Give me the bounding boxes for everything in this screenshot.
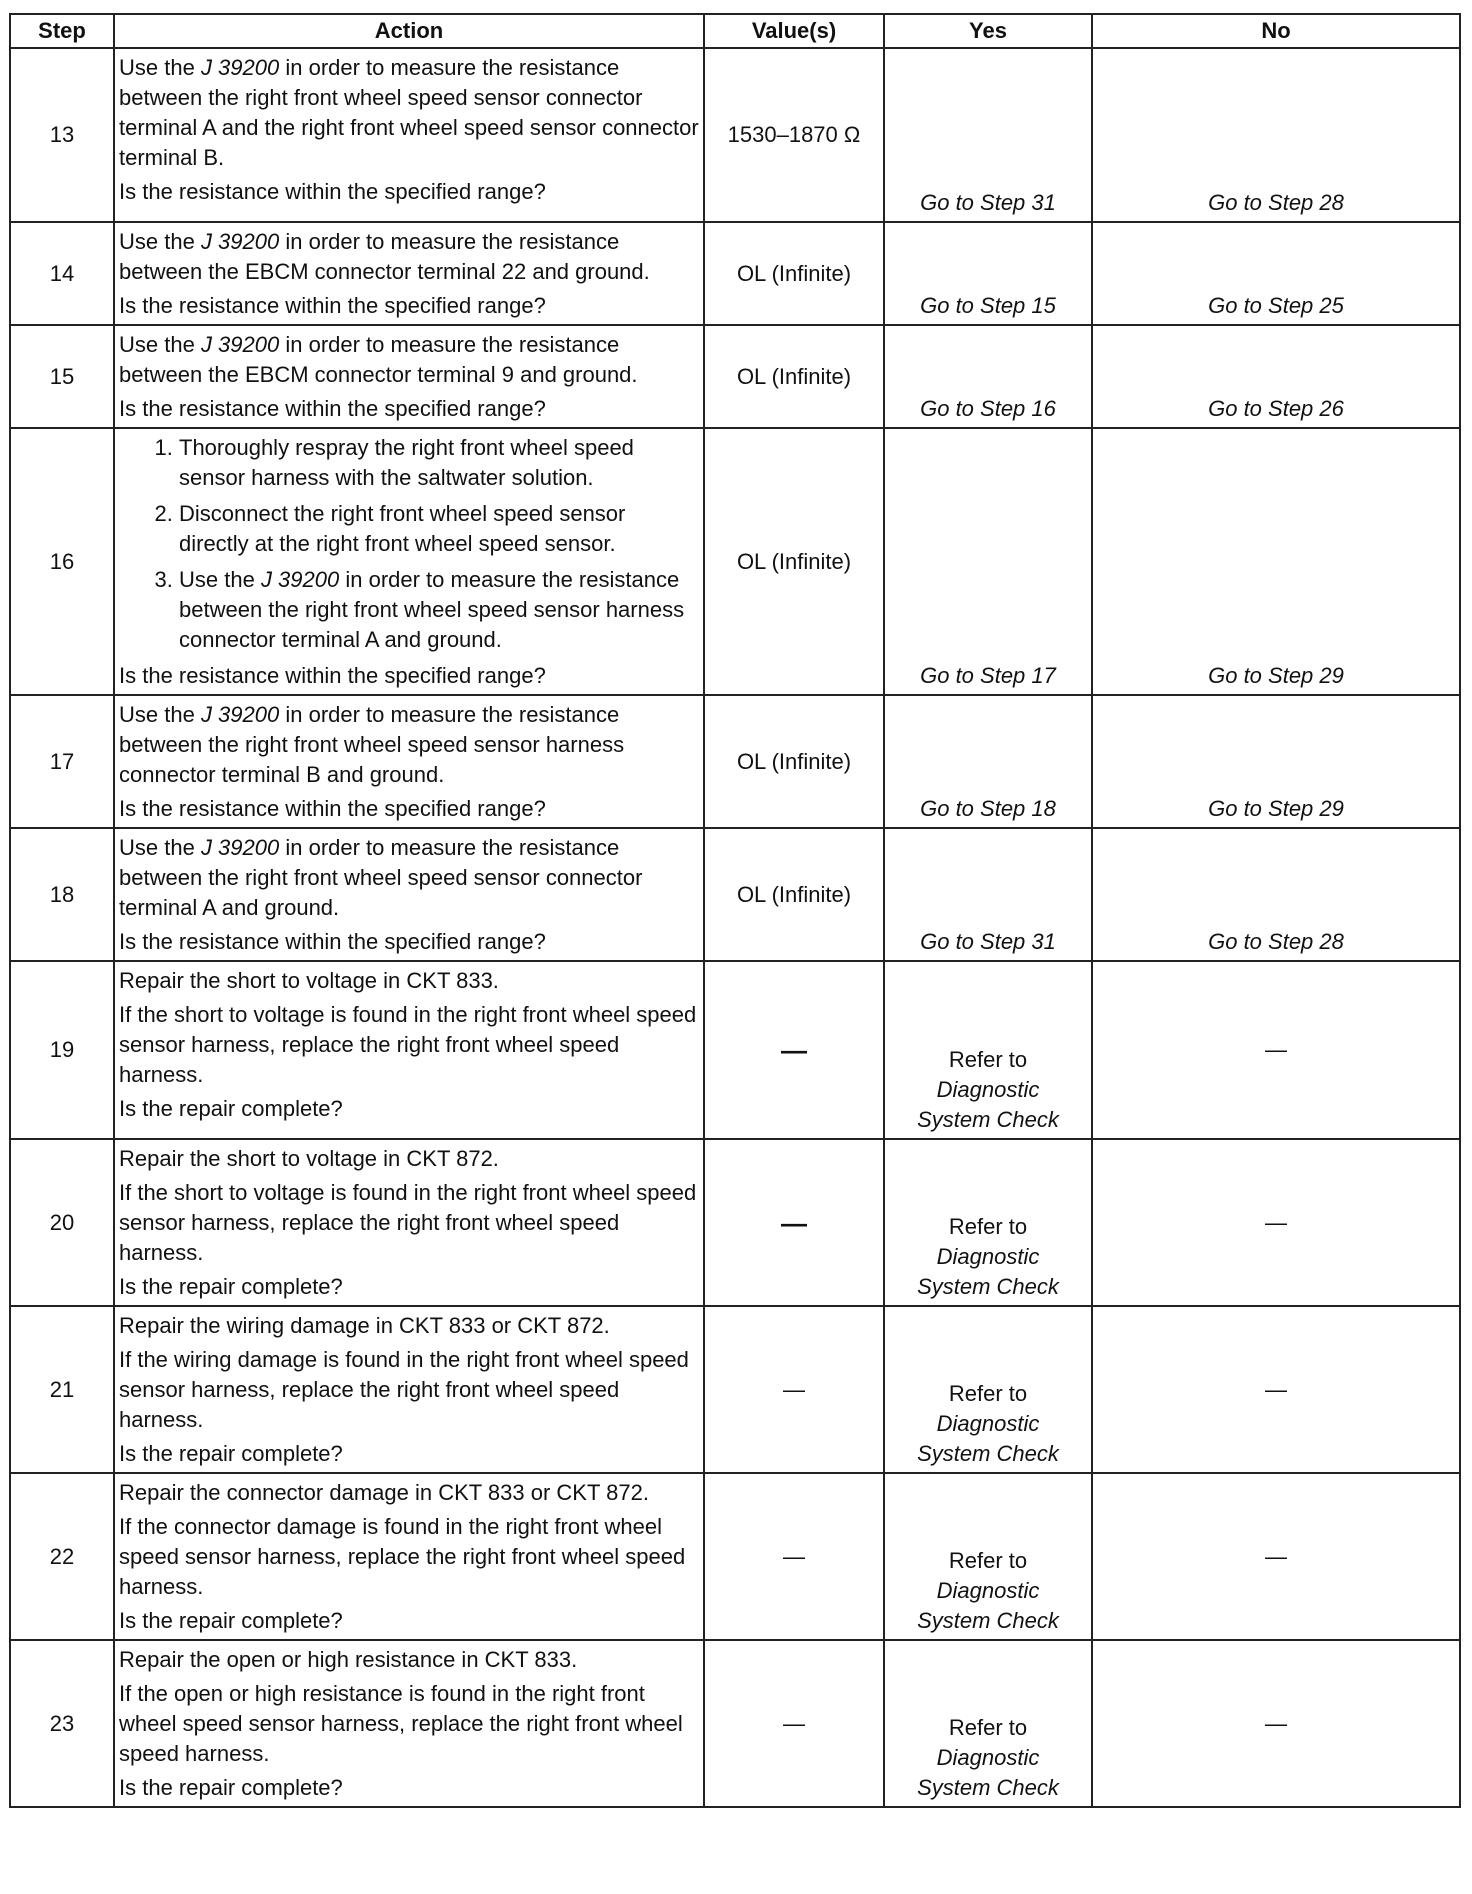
value-cell: 1530–1870 Ω: [704, 48, 884, 222]
value-cell: OL (Infinite): [704, 222, 884, 325]
tool-name: J 39200: [260, 567, 340, 592]
list-item: 1. Thoroughly respray the right front wheel speed sensor harness with the saltwater solution.: [179, 433, 699, 493]
value-cell: —: [704, 1640, 884, 1807]
yes-refer-text: Refer to: [948, 1047, 1028, 1072]
action-cell: [114, 1139, 704, 1306]
value-cell: OL (Infinite): [704, 325, 884, 428]
tool-name: J 39200: [200, 55, 280, 80]
action-text-part: in order to measure the resistance between the EBCM connector terminal 9 and ground.: [119, 332, 638, 387]
value-cell: OL (Infinite): [704, 428, 884, 695]
action-cell: [114, 1473, 704, 1640]
action-text: If the short to voltage is found in the right front wheel speed sensor harness, replace the right front wheel speed harness.: [119, 1180, 697, 1265]
header-no: No: [1092, 14, 1460, 48]
yes-refer-link: Diagnostic: [936, 1077, 1040, 1102]
action-text-part: Use the: [179, 567, 261, 592]
action-text: [119, 330, 699, 390]
action-question: Is the repair complete?: [119, 1096, 343, 1121]
action-text: Repair the connector damage in CKT 833 or CKT 872.: [119, 1480, 649, 1505]
tool-name: J 39200: [200, 835, 280, 860]
step-number: 17: [10, 695, 114, 828]
no-cell: Go to Step 28: [1092, 48, 1460, 222]
yes-refer-text: Refer to: [948, 1214, 1028, 1239]
action-text-part: in order to measure the resistance between the right front wheel speed sensor harness connector terminal B and ground.: [119, 702, 625, 787]
yes-cell: [884, 1306, 1092, 1473]
yes-cell: Go to Step 31: [884, 828, 1092, 961]
yes-cell: Go to Step 17: [884, 428, 1092, 695]
step-number: 13: [10, 48, 114, 222]
yes-refer-text: Refer to: [948, 1715, 1028, 1740]
action-text: [119, 833, 699, 923]
step-number: 20: [10, 1139, 114, 1306]
action-text: Repair the short to voltage in CKT 833.: [119, 968, 499, 993]
action-list: [119, 433, 699, 655]
action-cell: [114, 428, 704, 695]
action-cell: [114, 48, 704, 222]
no-cell: —: [1092, 1640, 1460, 1807]
table-row: [10, 48, 1460, 222]
table-row: [10, 1473, 1460, 1640]
action-cell: [114, 961, 704, 1139]
no-cell: —: [1092, 1306, 1460, 1473]
action-text: If the wiring damage is found in the right front wheel speed sensor harness, replace the right front wheel speed harness.: [119, 1347, 689, 1432]
list-item: [179, 565, 699, 655]
action-text-part: in order to measure the resistance between the right front wheel speed sensor connector terminal A and the right front wheel speed sensor connector terminal B.: [119, 55, 699, 170]
step-number: 23: [10, 1640, 114, 1807]
header-action: Action: [114, 14, 704, 48]
action-question: Is the resistance within the specified range?: [119, 796, 546, 821]
step-number: 22: [10, 1473, 114, 1640]
tool-name: J 39200: [200, 229, 280, 254]
tool-name: J 39200: [200, 332, 280, 357]
action-question: Is the repair complete?: [119, 1775, 343, 1800]
action-text-part: Use the: [119, 332, 201, 357]
yes-cell: Go to Step 15: [884, 222, 1092, 325]
value-cell: OL (Infinite): [704, 695, 884, 828]
yes-refer-link: Diagnostic: [936, 1745, 1040, 1770]
yes-cell: [884, 961, 1092, 1139]
action-question: Is the resistance within the specified range?: [119, 396, 546, 421]
action-question: Is the resistance within the specified range?: [119, 293, 546, 318]
yes-refer-text: Refer to: [948, 1381, 1028, 1406]
yes-cell: Go to Step 16: [884, 325, 1092, 428]
step-number: 16: [10, 428, 114, 695]
action-text-part: Use the: [119, 835, 201, 860]
yes-cell: [884, 1640, 1092, 1807]
yes-refer-link: System Check: [917, 1274, 1059, 1299]
action-text: If the open or high resistance is found in the right front wheel speed sensor harness, replace the right front wheel speed harness.: [119, 1681, 683, 1766]
action-question: Is the repair complete?: [119, 1441, 343, 1466]
yes-refer-link: System Check: [917, 1107, 1059, 1132]
action-question: Is the resistance within the specified range?: [119, 179, 546, 204]
action-text-part: in order to measure the resistance between the EBCM connector terminal 22 and ground.: [119, 229, 650, 284]
action-text: [119, 53, 699, 173]
no-cell: —: [1092, 961, 1460, 1139]
yes-cell: [884, 1473, 1092, 1640]
action-text-part: in order to measure the resistance between the right front wheel speed sensor harness connector terminal A and ground.: [179, 567, 685, 652]
action-text: Repair the open or high resistance in CKT 833.: [119, 1647, 578, 1672]
table-row: [10, 1306, 1460, 1473]
action-text: [119, 700, 699, 790]
yes-cell: Go to Step 18: [884, 695, 1092, 828]
value-cell: —: [704, 1473, 884, 1640]
diagnostic-steps-table: [9, 13, 1461, 1808]
no-cell: Go to Step 29: [1092, 428, 1460, 695]
yes-refer-link: System Check: [917, 1441, 1059, 1466]
action-cell: [114, 325, 704, 428]
step-number: 14: [10, 222, 114, 325]
yes-refer-link: Diagnostic: [936, 1578, 1040, 1603]
table-row: [10, 961, 1460, 1139]
yes-refer-link: System Check: [917, 1608, 1059, 1633]
action-question: Is the repair complete?: [119, 1608, 343, 1633]
action-question: Is the resistance within the specified range?: [119, 929, 546, 954]
yes-cell: Go to Step 31: [884, 48, 1092, 222]
table-row: [10, 828, 1460, 961]
no-cell: —: [1092, 1139, 1460, 1306]
value-cell: —: [704, 1306, 884, 1473]
no-cell: —: [1092, 1473, 1460, 1640]
action-question: Is the repair complete?: [119, 1274, 343, 1299]
header-step: Step: [10, 14, 114, 48]
table-row: [10, 695, 1460, 828]
action-text: If the short to voltage is found in the right front wheel speed sensor harness, replace the right front wheel speed harness.: [119, 1002, 697, 1087]
step-number: 19: [10, 961, 114, 1139]
no-cell: Go to Step 26: [1092, 325, 1460, 428]
tool-name: J 39200: [200, 702, 280, 727]
action-text-part: in order to measure the resistance between the right front wheel speed sensor connector terminal A and ground.: [119, 835, 643, 920]
action-text: Repair the wiring damage in CKT 833 or CKT 872.: [119, 1313, 610, 1338]
table-row: [10, 325, 1460, 428]
step-number: 21: [10, 1306, 114, 1473]
value-cell: OL (Infinite): [704, 828, 884, 961]
action-cell: [114, 1306, 704, 1473]
table-row: [10, 428, 1460, 695]
no-cell: Go to Step 28: [1092, 828, 1460, 961]
diagnostic-table-page: [9, 13, 1459, 1808]
action-text-part: Use the: [119, 702, 201, 727]
table-header-row: [10, 14, 1460, 48]
action-text: Repair the short to voltage in CKT 872.: [119, 1146, 499, 1171]
action-cell: [114, 828, 704, 961]
no-cell: Go to Step 29: [1092, 695, 1460, 828]
action-text-part: Use the: [119, 229, 201, 254]
action-cell: [114, 222, 704, 325]
step-number: 18: [10, 828, 114, 961]
action-text-part: Use the: [119, 55, 201, 80]
action-text: If the connector damage is found in the right front wheel speed sensor harness, replace the right front wheel speed harness.: [119, 1514, 686, 1599]
action-cell: [114, 695, 704, 828]
header-values: Value(s): [704, 14, 884, 48]
table-row: [10, 1139, 1460, 1306]
value-cell: —: [704, 1139, 884, 1306]
yes-cell: [884, 1139, 1092, 1306]
table-row: [10, 1640, 1460, 1807]
action-question: Is the resistance within the specified range?: [119, 663, 546, 688]
table-row: [10, 222, 1460, 325]
step-number: 15: [10, 325, 114, 428]
header-yes: Yes: [884, 14, 1092, 48]
value-cell: —: [704, 961, 884, 1139]
action-text: [119, 227, 699, 287]
yes-refer-link: System Check: [917, 1775, 1059, 1800]
list-item: 2. Disconnect the right front wheel speed sensor directly at the right front wheel speed sensor.: [179, 499, 699, 559]
yes-refer-link: Diagnostic: [936, 1411, 1040, 1436]
no-cell: Go to Step 25: [1092, 222, 1460, 325]
yes-refer-text: Refer to: [948, 1548, 1028, 1573]
action-cell: [114, 1640, 704, 1807]
yes-refer-link: Diagnostic: [936, 1244, 1040, 1269]
